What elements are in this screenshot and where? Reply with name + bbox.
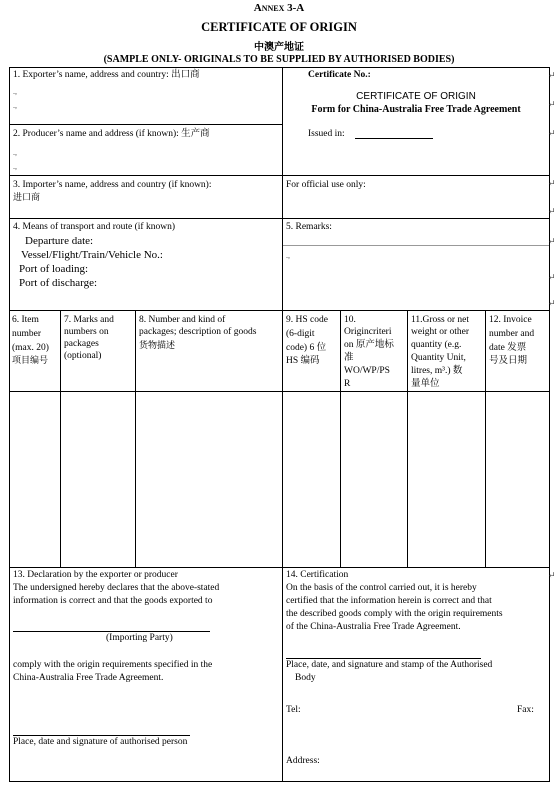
page-title: CERTIFICATE OF ORIGIN (201, 20, 357, 34)
goods-entry-invoice[interactable] (486, 392, 549, 567)
official-use-box (282, 175, 550, 219)
certificate-block (282, 67, 550, 176)
transport-label: 4. Means of transport and route (if known) (13, 222, 175, 232)
official-use-label: For official use only: (286, 180, 366, 190)
importing-party-label: (Importing Party) (106, 633, 173, 643)
cert-block-title: CERTIFICATE OF ORIGIN (356, 91, 476, 102)
annex-label: Annex 3-A (253, 2, 305, 14)
transport-box[interactable] (9, 218, 283, 311)
certificate-no-label: Certificate No.: (308, 70, 371, 80)
producer-label: 2. Producer’s name and address (if known): 生产商 (13, 129, 210, 139)
producer-box[interactable]: 2. Producer’s name and address (if known): 生产商 ., ., (9, 124, 283, 176)
cert-block-subtitle: Form for China-Australia Free Trade Agreement (311, 104, 521, 115)
tel-label: Tel: (286, 705, 301, 715)
address-label: Address: (286, 756, 320, 766)
vessel-label: Vessel/Flight/Train/Vehicle No.: (21, 249, 163, 261)
issued-in-label: Issued in: (308, 129, 345, 139)
fax-label: Fax: (517, 705, 534, 715)
certification-label: 14. Certification (286, 570, 349, 580)
importer-label: 3. Importer’s name, address and country (if known): (13, 180, 212, 190)
declaration-sign-label: Place, date and signature of authorised person (13, 737, 188, 747)
sample-note: (SAMPLE ONLY- ORIGINALS TO BE SUPPLIED BY AUTHORISED BODIES) (103, 54, 455, 65)
port-loading-label: Port of loading: (19, 263, 89, 275)
port-discharge-label: Port of discharge: (19, 277, 98, 289)
issued-in-field[interactable] (355, 138, 433, 139)
exporter-box[interactable]: 1. Exporter’s name, address and country: 出口商 ., ., (9, 67, 283, 125)
goods-entry-marks[interactable] (61, 392, 135, 567)
remarks-box[interactable]: 5. Remarks: ., (282, 218, 550, 311)
exporter-label: 1. Exporter’s name, address and country: 出口商 (13, 70, 200, 80)
importer-label-cn: 进口商 (13, 193, 41, 203)
certification-box[interactable]: 14. Certification On the basis of the control carried out, it is hereby certified that the information herein is correct and that the described goods comply with the origin requirements of the China-Australia Free Trade Agreement. Place, date, and signature and stamp of the Authorised Body Tel: Fax: Address: (282, 567, 550, 782)
declaration-box[interactable]: 13. Declaration by the exporter or producer The undersigned hereby declares that the above-stated information is correct and that the goods exported to (Importing Party) comply with the origin requirements specified in the China-Australia Free Trade Agreement. Place, date and signature of authorised person (9, 567, 283, 782)
goods-entry-hs[interactable] (283, 392, 340, 567)
declaration-label: 13. Declaration by the exporter or producer (13, 570, 178, 580)
goods-entry-item[interactable] (10, 392, 60, 567)
departure-label: Departure date: (25, 235, 94, 247)
remarks-label: 5. Remarks: (286, 222, 332, 232)
importer-box[interactable] (9, 175, 283, 219)
goods-entry-description[interactable] (136, 392, 282, 567)
goods-entry-quantity[interactable] (408, 392, 485, 567)
chinese-title: 中澳产地证 (254, 42, 304, 53)
goods-entry-origin[interactable] (341, 392, 407, 567)
goods-table: 6. Item number (max. 20) 项目编号 7. Marks and numbers on packages (optional) 8. Number and kind of packages; description of goods 货物描述 9. HS code (6-digit code) 6 位 HS 编码 10. Origincriteri on 原产地标 准 WO/WP/PS R 11.Gross or net weight or other quantity (e.g. Quantity Unit, litres, m³.) 数 量单位 12. Invoice number and date 发票 号及日期 (9, 310, 550, 568)
